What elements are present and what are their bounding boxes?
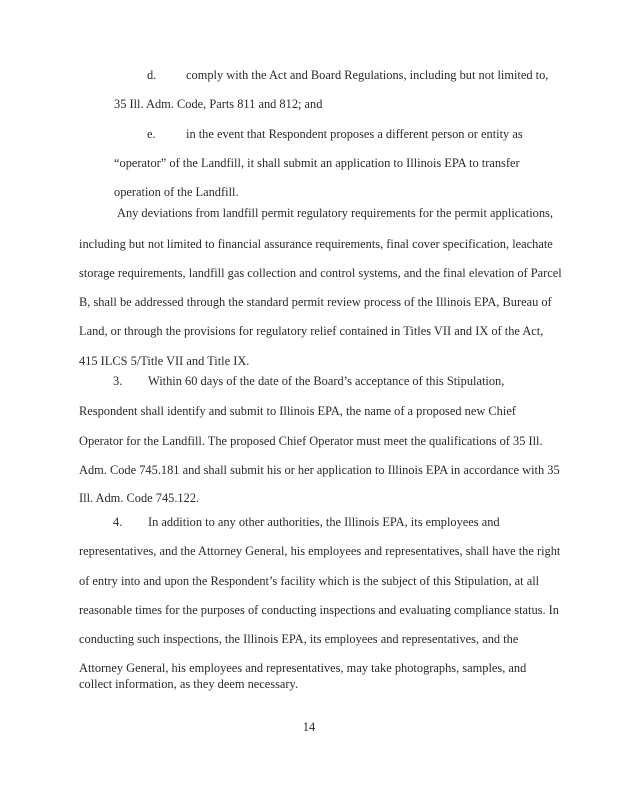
paragraph-3-line-1: Within 60 days of the date of the Board’s acceptance of this Stipulation, (148, 374, 505, 388)
paragraph-3-line-3: Operator for the Landfill. The proposed Chief Operator must meet the qualifications of 35 Ill. (79, 434, 543, 448)
paragraph-4-line-4: reasonable times for the purposes of conducting inspections and evaluating compliance status. In (79, 603, 560, 617)
paragraph-3-number: 3. (113, 374, 123, 388)
paragraph-3-line-4: Adm. Code 745.181 and shall submit his or her application to Illinois EPA in accordance with 35 (79, 463, 560, 477)
paragraph-4-number: 4. (113, 515, 123, 529)
paragraph-4-line-1: In addition to any other authorities, the Illinois EPA, its employees and (148, 515, 500, 529)
paragraph-3-line-5: Ill. Adm. Code 745.122. (79, 491, 200, 505)
item-e-label: e. (147, 127, 156, 141)
item-d-line-1: comply with the Act and Board Regulations, including but not limited to, (186, 68, 549, 82)
deviations-line-4: B, shall be addressed through the standard permit review process of the Illinois EPA, Bureau of (79, 295, 552, 309)
deviations-line-1: Any deviations from landfill permit regulatory requirements for the permit applications, (117, 206, 553, 220)
item-d-line-2: 35 Ill. Adm. Code, Parts 811 and 812; and (114, 97, 323, 111)
deviations-line-3: storage requirements, landfill gas collection and control systems, and the final elevation of Parcel (79, 266, 562, 280)
paragraph-4-line-2: representatives, and the Attorney General, his employees and representatives, shall have the right (79, 544, 561, 558)
item-e-line-1: in the event that Respondent proposes a different person or entity as (186, 127, 523, 141)
paragraph-4-line-3: of entry into and upon the Respondent’s facility which is the subject of this Stipulation, at all (79, 574, 540, 588)
item-e-line-2: “operator” of the Landfill, it shall submit an application to Illinois EPA to transfer (114, 156, 520, 170)
paragraph-4-line-7: collect information, as they deem necessary. (79, 677, 299, 691)
deviations-line-5: Land, or through the provisions for regulatory relief contained in Titles VII and IX of the Act, (79, 324, 544, 338)
item-e-line-3: operation of the Landfill. (114, 185, 239, 199)
paragraph-4-line-5: conducting such inspections, the Illinois EPA, its employees and representatives, and the (79, 632, 519, 646)
paragraph-3-line-2: Respondent shall identify and submit to Illinois EPA, the name of a proposed new Chief (79, 404, 516, 418)
paragraph-4-line-6: Attorney General, his employees and representatives, may take photographs, samples, and (79, 661, 527, 675)
page-number: 14 (302, 720, 316, 734)
item-d-label: d. (147, 68, 157, 82)
deviations-line-2: including but not limited to financial assurance requirements, final cover specification, leachate (79, 237, 553, 251)
deviations-line-6: 415 ILCS 5/Title VII and Title IX. (79, 354, 250, 368)
